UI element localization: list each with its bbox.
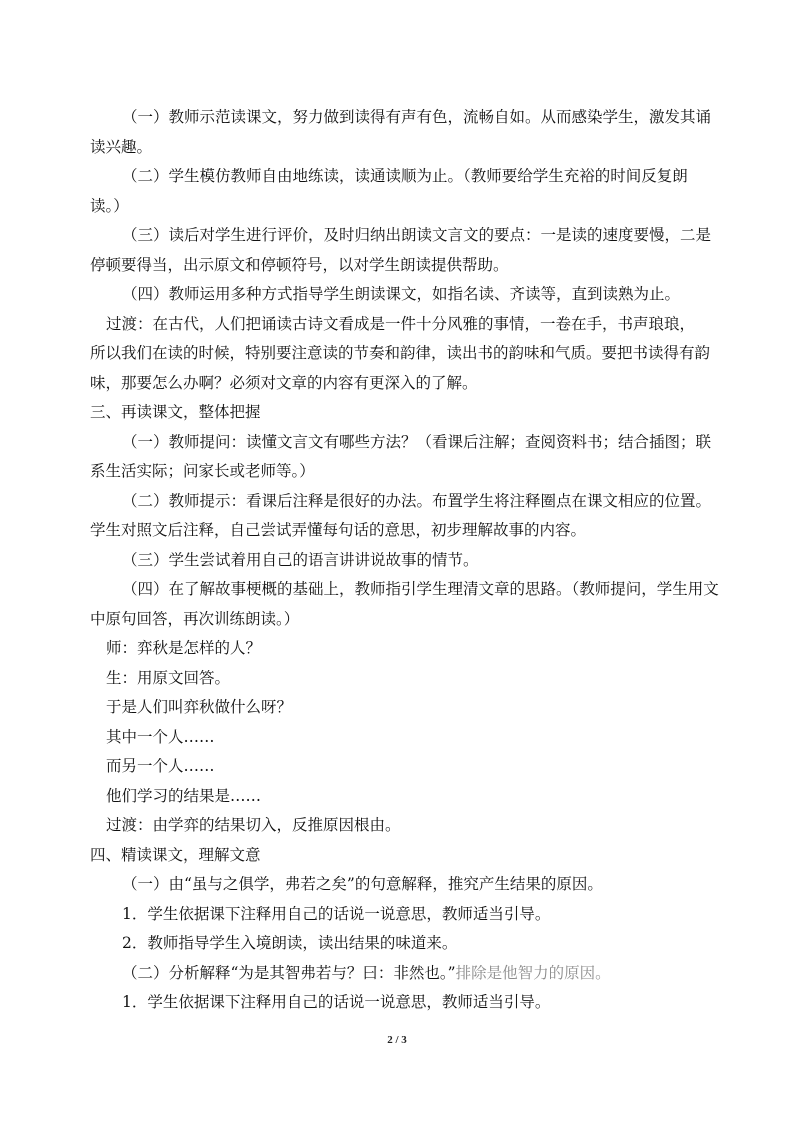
paragraph-line: 过渡：在古代，人们把诵读古诗文看成是一件十分风雅的事情，一卷在手，书声琅琅， [106, 314, 696, 333]
paragraph-line: 1．学生依据课下注释用自己的话说一说意思，教师适当引导。 [122, 993, 551, 1011]
paragraph-line: 1．学生依据课下注释用自己的话说一说意思，教师适当引导。 [122, 904, 551, 923]
paragraph-line: （一）教师示范读课文，努力做到读得有声有色，流畅自如。从而感染学生，激发其诵 [122, 108, 712, 126]
paragraph-line: 过渡：由学弈的结果切入，反推原因根由。 [106, 816, 401, 834]
page-number: 2 / 3 [387, 1034, 407, 1046]
paragraph-line: 而另一个人…… [106, 757, 215, 775]
paragraph-line: （四）在了解故事梗概的基础上，教师指引学生理清文章的思路。（教师提问，学生用文 [122, 580, 719, 598]
paragraph-continuation: 读兴趣。 [90, 137, 153, 156]
quoted-analysis-text: （二）分析解释“为是其智弗若与？曰：非然也。” [122, 963, 456, 982]
paragraph-line: （一）由“虽与之俱学，弗若之矣”的句意解释，推究产生结果的原因。 [122, 875, 603, 893]
paragraph-line: （一）教师提问：读懂文言文有哪些方法？（看课后注解；查阅资料书；结合插图；联 [122, 432, 712, 451]
paragraph-line: 其中一个人…… [106, 727, 215, 746]
paragraph-continuation: 读。） [90, 196, 129, 215]
paragraph-continuation: 停顿要得当，出示原文和停顿符号，以对学生朗读提供帮助。 [90, 255, 509, 274]
document-body [90, 103, 719, 1018]
paragraph-line: 于是人们叫弈秋做什么呀？ [106, 698, 293, 716]
paragraph-line: 他们学习的结果是…… [106, 786, 262, 805]
paragraph-continuation: 学生对照文后注释，自己尝试弄懂每句话的意思，初步理解故事的内容。 [90, 521, 587, 539]
paragraph-line: （四）教师运用多种方式指导学生朗读课文，如指名读、齐读等，直到读熟为止。 [122, 285, 681, 303]
paragraph-line: 三、再读课文，整体把握 [90, 403, 261, 421]
paragraph-continuation: 味，那要怎么办啊？必须对文章的内容有更深入的了解。 [90, 373, 478, 392]
paragraph-line: 四、精读课文，理解文意 [90, 845, 261, 864]
paragraph-line: （三）读后对学生进行评价，及时归纳出朗读文言文的要点：一是读的速度要慢，二是 [122, 226, 712, 244]
paragraph-continuation: 中原句回答，再次训练朗读。） [90, 609, 300, 628]
paragraph-line: 生：用原文回答。 [106, 668, 231, 687]
paragraph-continuation: 所以我们在读的时候，特别要注意读的节奏和韵律，读出书的韵味和气质。要把书读得有韵 [90, 344, 711, 362]
paragraph-line: （二）教师提示：看课后注释是很好的办法。布置学生将注释圈点在课文相应的位置。 [122, 491, 712, 510]
paragraph-line: 师：弈秋是怎样的人？ [106, 639, 262, 657]
paragraph-line: （二）学生模仿教师自由地练读，读通读顺为止。（教师要给学生充裕的时间反复朗 [122, 167, 688, 185]
gray-note-text: 排除是他智力的原因。 [455, 963, 611, 982]
paragraph-line: 2．教师指导学生入境朗读，读出结果的味道来。 [122, 934, 458, 952]
paragraph-line: （三）学生尝试着用自己的语言讲讲说故事的情节。 [122, 550, 479, 569]
paragraph-continuation: 系生活实际；问家长或老师等。） [90, 462, 315, 480]
paragraph-line [90, 959, 710, 989]
